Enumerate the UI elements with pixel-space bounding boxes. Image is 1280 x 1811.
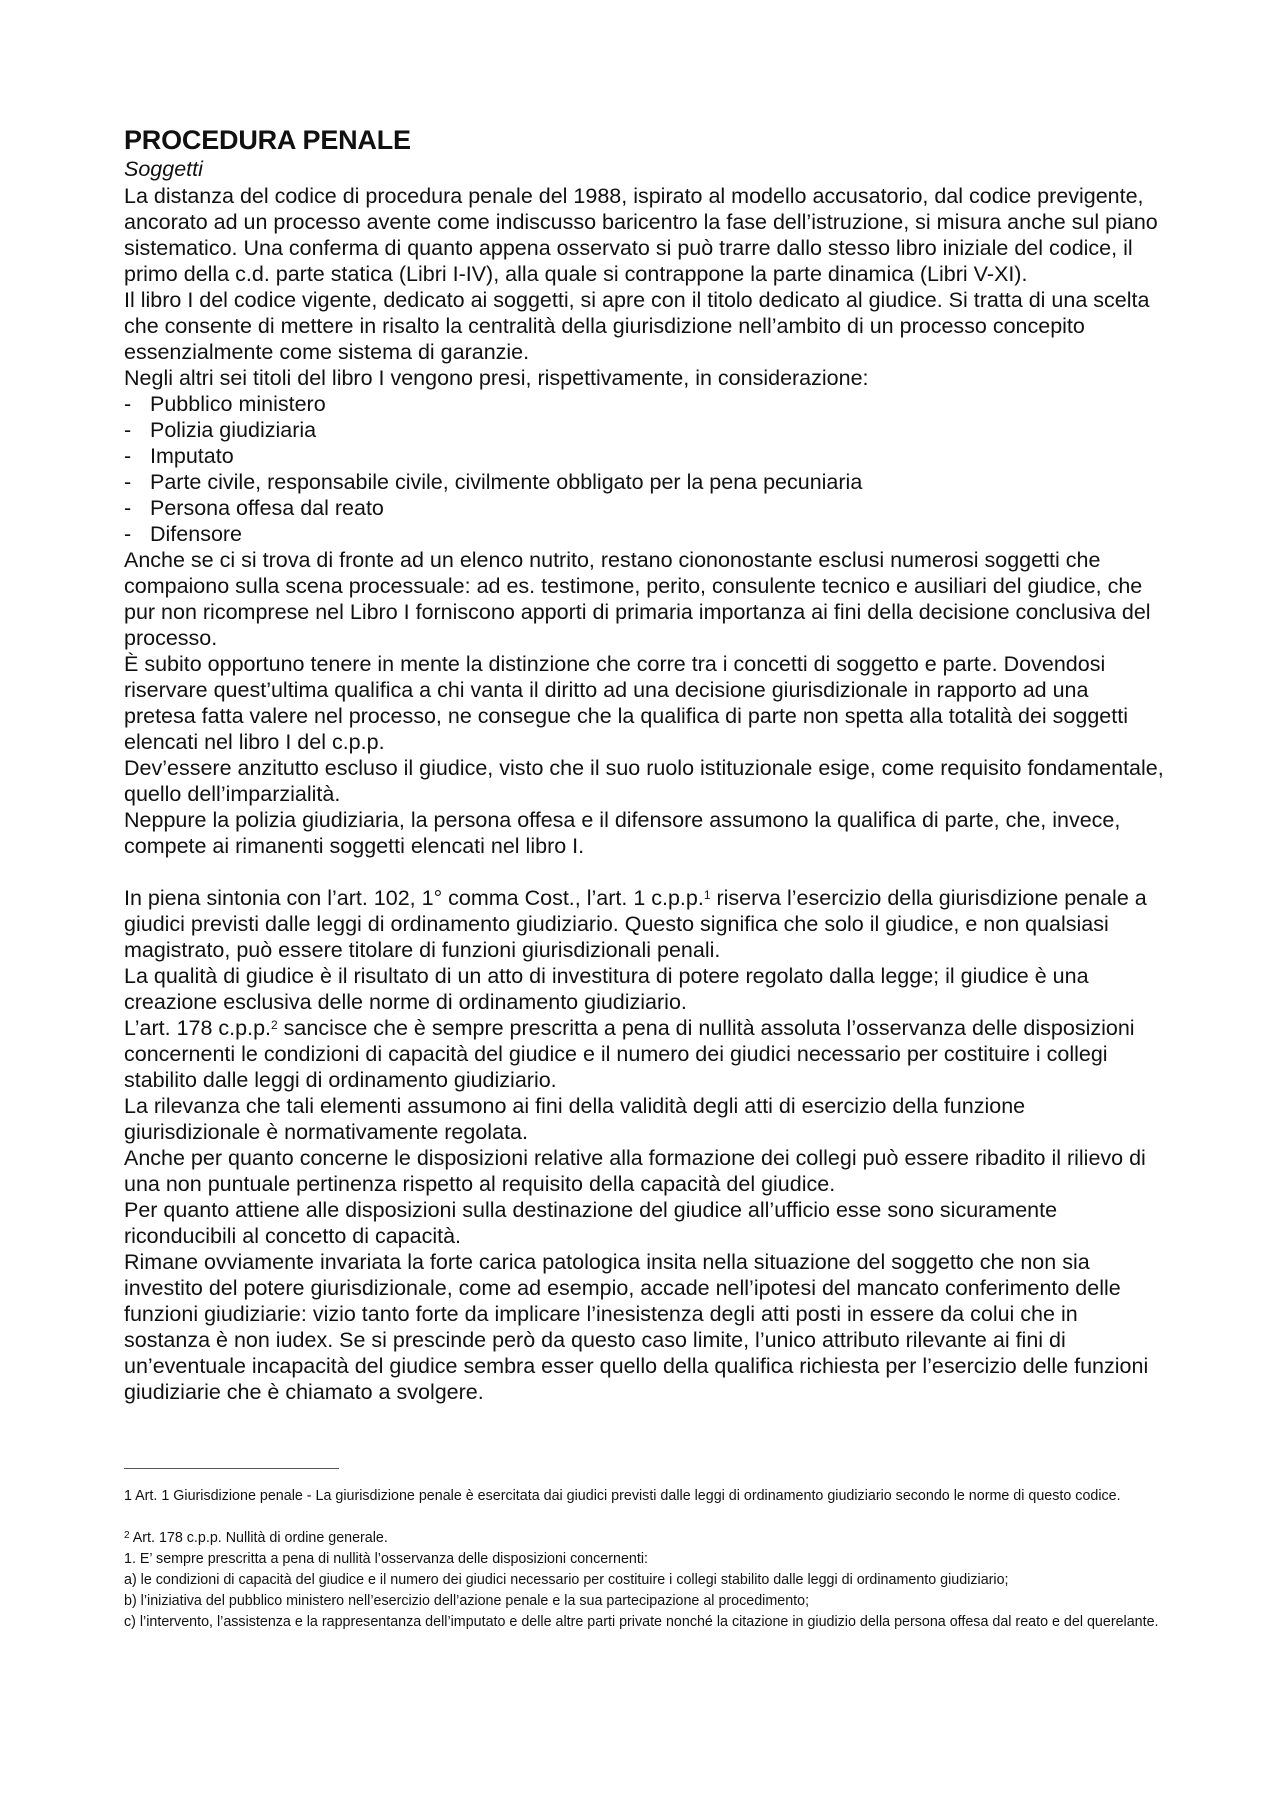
dash-bullet: - <box>124 392 132 416</box>
paragraph-soggetto-parte: È subito opportuno tenere in mente la distinzione che corre tra i concetti di soggetto e parte. Dovendosi riservare quest’ultima qualifica a chi vanta il diritto ad una decisione giurisdizionale in rapporto ad una pretesa fatta valere nel processo, ne consegue che la qualifica di parte non spetta alla totalità dei soggetti elencati nel libro I del c.p.p. <box>124 652 1128 754</box>
footnotes <box>124 1486 1164 1633</box>
document-page <box>124 124 1164 1405</box>
footnote-2-item-a: a) le condizioni di capacità del giudice e il numero dei giudici necessario per costituire i collegi stabilito dalle leggi di ordinamento giudiziario; <box>124 1572 1009 1588</box>
footnote-2-title: $^2$ Art. 178 c.p.p. Nullità di ordine generale. <box>124 1530 388 1546</box>
dash-bullet: - <box>124 496 132 520</box>
footnote-2-line: 1. E’ sempre prescritta a pena di nullità l’osservanza delle disposizioni concernenti: <box>124 1551 648 1567</box>
footnote-ref-2[interactable]: 2 <box>271 1018 278 1032</box>
paragraph-qualita-giudice: La qualità di giudice è il risultato di un atto di investitura di potere regolato dalla legge; il giudice è una creazione esclusiva delle norme di ordinamento giudiziario. <box>124 964 1089 1014</box>
paragraph-elenco: Anche se ci si trova di fronte ad un elenco nutrito, restano ciononostante esclusi numerosi soggetti che compaiono sulla scena processuale: ad es. testimone, perito, consulente tecnico e ausiliari del giudice, che pur non ricomprese nel Libro I forniscono apporti di primaria importanza ai fini della decisione conclusiva del processo. <box>124 548 1151 650</box>
paragraph-collegi: Anche per quanto concerne le disposizioni relative alla formazione dei collegi può essere ribadito il rilievo di una non puntuale pertinenza rispetto al requisito della capacità del giudice. <box>124 1146 1146 1196</box>
list-item: - Difensore <box>124 522 243 546</box>
paragraph-art-1: In piena sintonia con l’art. 102, 1° comma Cost., l’art. 1 c.p.p.$^1$ riserva l’esercizio della giurisdizione penale a giudici previsti dalle leggi di ordinamento giudiziario. Questo significa che solo il giudice, e non qualsiasi magistrato, può essere titolare di funzioni giurisdizionali penali. <box>124 886 1147 962</box>
paragraph-carica-patologica: Rimane ovviamente invariata la forte carica patologica insita nella situazione del soggetto che non sia investito del potere giurisdizionale, come ad esempio, accade nell’ipotesi del mancato conferimento delle funzioni giudiziarie: vizio tanto forte da implicare l’inesistenza degli atti posti in essere da colui che in sostanza è non iudex. Se si prescinde però da questo caso limite, l’unico attributo rilevante ai fini di un’eventuale incapacità del giudice sembra esser quello della qualifica richiesta per l’esercizio delle funzioni giudiziarie che è chiamato a svolgere. <box>124 1250 1149 1404</box>
paragraph-intro: La distanza del codice di procedura penale del 1988, ispirato al modello accusatorio, dal codice previgente, ancorato ad un processo avente come indiscusso baricentro la fase dell’istruzione, si misura anche sul piano sistematico. Una conferma di quanto appena osservato si può trarre dallo stesso libro iniziale del codice, il primo della c.d. parte statica (Libri I-IV), alla quale si contrappone la parte dinamica (Libri V-XI). <box>124 184 1158 286</box>
dash-bullet: - <box>124 522 132 546</box>
dash-bullet: - <box>124 444 132 468</box>
list-item: - Persona offesa dal reato <box>124 496 384 520</box>
paragraph-spacer <box>124 859 1164 885</box>
paragraph-non-parti: Neppure la polizia giudiziaria, la persona offesa e il difensore assumono la qualifica di parte, che, invece, compete ai rimanenti soggetti elencati nel libro I. <box>124 808 1121 858</box>
footnote-2-item-b: b) l’iniziativa del pubblico ministero nell’esercizio dell’azione penale e la sua partecipazione al procedimento; <box>124 1593 810 1609</box>
paragraph-art-178: L’art. 178 c.p.p.$^2$ sancisce che è sempre prescritta a pena di nullità assoluta l’osservanza delle disposizioni concernenti le condizioni di capacità del giudice e il numero dei giudici necessario per costituire i collegi stabilito dalle leggi di ordinamento giudiziario. <box>124 1016 1135 1092</box>
paragraph-libro-i: Il libro I del codice vigente, dedicato ai soggetti, si apre con il titolo dedicato al giudice. Si tratta di una scelta che consente di mettere in risalto la centralità della giurisdizione nell’ambito di un processo concepito essenzialmente come sistema di garanzie. <box>124 288 1150 364</box>
paragraph-titoli: Negli altri sei titoli del libro I vengono presi, rispettivamente, in considerazione: <box>124 366 869 390</box>
footnote-spacer <box>124 1507 1164 1528</box>
list-item: - Polizia giudiziaria <box>124 418 317 442</box>
soggetti-list <box>124 391 1164 547</box>
paragraph-giudice-escluso: Dev’essere anzitutto escluso il giudice, visto che il suo ruolo istituzionale esige, come requisito fondamentale, quello dell’imparzialità. <box>124 756 1164 806</box>
section-subtitle: Soggetti <box>124 157 203 181</box>
document-body <box>124 183 1164 1405</box>
document-title: PROCEDURA PENALE <box>124 125 411 155</box>
footnote-ref-1[interactable]: 1 <box>703 888 711 902</box>
paragraph-destinazione: Per quanto attiene alle disposizioni sulla destinazione del giudice all’ufficio esse sono sicuramente riconducibili al concetto di capacità. <box>124 1198 1058 1248</box>
paragraph-rilevanza: La rilevanza che tali elementi assumono ai fini della validità degli atti di esercizio della funzione giurisdizionale è normativamente regolata. <box>124 1094 1026 1144</box>
list-item: - Parte civile, responsabile civile, civilmente obbligato per la pena pecuniaria <box>124 470 863 494</box>
dash-bullet: - <box>124 470 132 494</box>
footnote-number-2: 2 <box>124 1530 130 1541</box>
list-item: - Pubblico ministero <box>124 392 326 416</box>
dash-bullet: - <box>124 418 132 442</box>
footnote-divider <box>124 1468 339 1469</box>
footnote-1: 1 Art. 1 Giurisdizione penale - La giurisdizione penale è esercitata dai giudici previsti dalle leggi di ordinamento giudiziario secondo le norme di questo codice. <box>124 1488 1121 1504</box>
footnote-2-item-c: c) l’intervento, l’assistenza e la rappresentanza dell’imputato e delle altre parti private nonché la citazione in giudizio della persona offesa dal reato e del querelante. <box>124 1614 1159 1630</box>
list-item: - Imputato <box>124 444 234 468</box>
